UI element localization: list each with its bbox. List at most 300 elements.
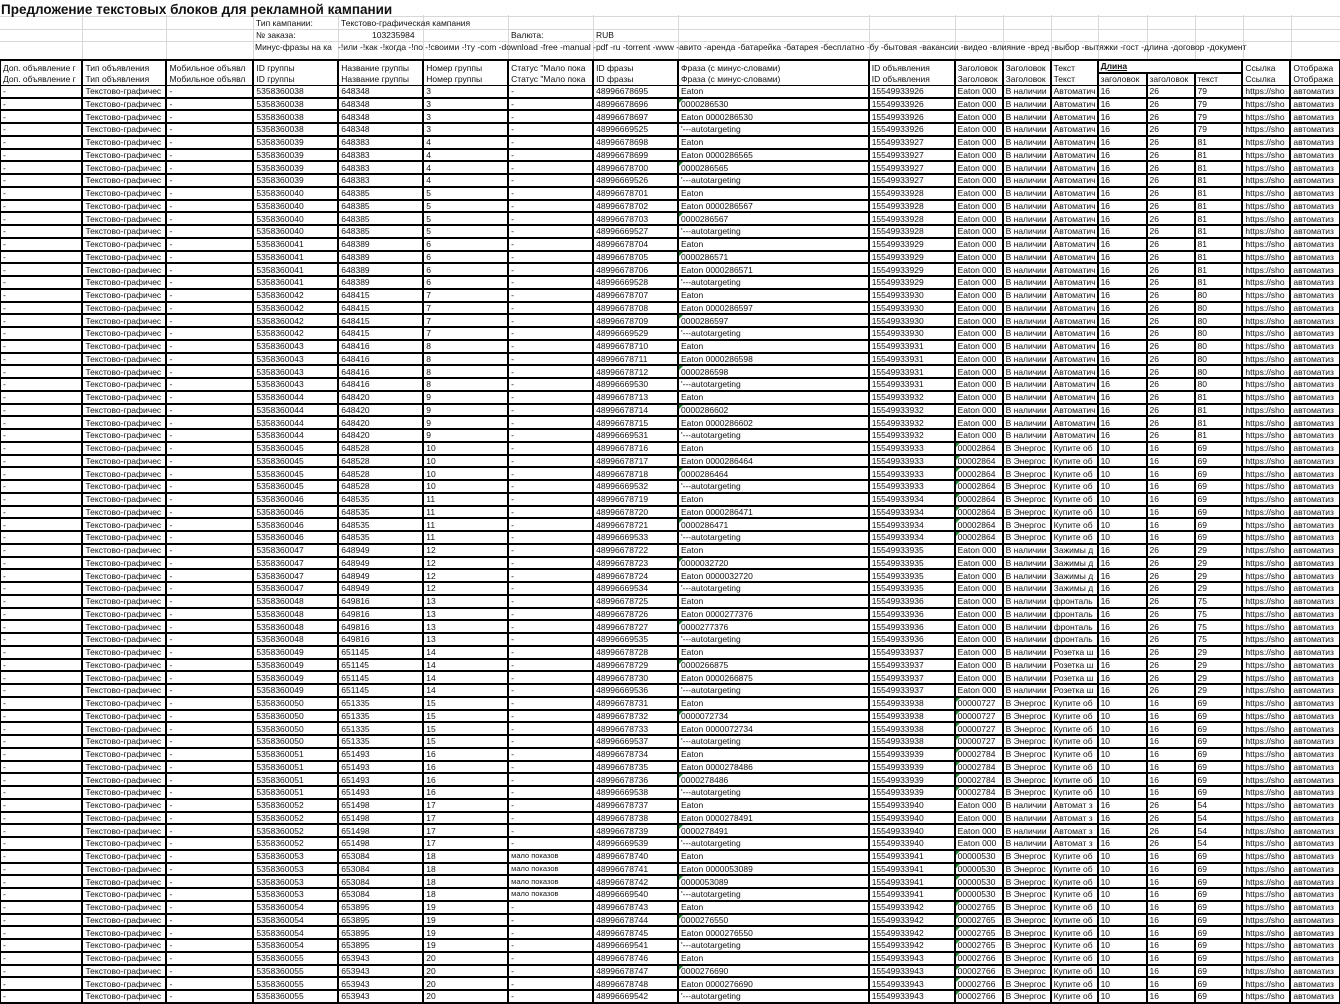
group-number-cell[interactable]: 11 <box>423 531 508 544</box>
group-name-cell[interactable]: 648385 <box>338 187 423 200</box>
low-impressions-status-cell[interactable]: - <box>508 582 593 595</box>
ad-id-cell[interactable]: 15549933934 <box>869 518 955 531</box>
display-link-cell[interactable]: автоматиз <box>1290 620 1339 633</box>
ad-id-cell[interactable]: 15549933934 <box>869 531 955 544</box>
mobile-ad-cell[interactable]: - <box>166 684 253 697</box>
phrase-id-cell[interactable]: 48996669542 <box>593 990 678 1003</box>
extra-ad-cell[interactable]: - <box>1 212 83 225</box>
group-id-cell[interactable]: 5358360055 <box>253 977 338 990</box>
phrase-cell[interactable]: Eaton <box>678 136 869 149</box>
phrase-id-cell[interactable]: 48996669530 <box>593 378 678 391</box>
headline2-cell[interactable]: В Энергос <box>1003 455 1051 468</box>
low-impressions-status-cell[interactable]: - <box>508 123 593 136</box>
ad-type-cell[interactable]: Текстово-графичес <box>82 620 166 633</box>
mobile-ad-cell[interactable]: - <box>166 939 253 952</box>
ad-id-cell[interactable]: 15549933939 <box>869 773 955 786</box>
link-cell[interactable]: https://sho <box>1242 761 1290 774</box>
headline2-length-cell[interactable]: 26 <box>1147 365 1195 378</box>
text-cell[interactable]: Автомат з <box>1051 799 1098 812</box>
text-length-cell[interactable]: 69 <box>1195 926 1243 939</box>
mobile-ad-cell[interactable]: - <box>166 187 253 200</box>
group-name-cell[interactable]: 648420 <box>338 404 423 417</box>
group-id-cell[interactable]: 5358360042 <box>253 314 338 327</box>
low-impressions-status-cell[interactable]: - <box>508 557 593 570</box>
ad-type-cell[interactable]: Текстово-графичес <box>82 340 166 353</box>
ad-type-cell[interactable]: Текстово-графичес <box>82 582 166 595</box>
ad-type-cell[interactable]: Текстово-графичес <box>82 633 166 646</box>
phrase-cell[interactable]: Eaton <box>678 799 869 812</box>
group-name-cell[interactable]: 651335 <box>338 735 423 748</box>
headline2-length-cell[interactable]: 16 <box>1147 926 1195 939</box>
text-cell[interactable]: Автоматич <box>1051 378 1098 391</box>
ad-id-cell[interactable]: 15549933937 <box>869 646 955 659</box>
group-id-cell[interactable]: 5358360050 <box>253 722 338 735</box>
phrase-id-cell[interactable]: 48996678715 <box>593 416 678 429</box>
text-cell[interactable]: Розетка ш <box>1051 684 1098 697</box>
phrase-cell[interactable]: Eaton 0000277376 <box>678 608 869 621</box>
ad-id-cell[interactable]: 15549933936 <box>869 620 955 633</box>
text-cell[interactable]: Автоматич <box>1051 161 1098 174</box>
phrase-cell[interactable]: Eaton 0000286598 <box>678 353 869 366</box>
text-length-cell[interactable]: 81 <box>1195 263 1243 276</box>
group-number-cell[interactable]: 16 <box>423 773 508 786</box>
low-impressions-status-cell[interactable]: - <box>508 735 593 748</box>
group-name-cell[interactable]: 649816 <box>338 633 423 646</box>
extra-ad-cell[interactable]: - <box>1 773 83 786</box>
group-id-cell[interactable]: 5358360053 <box>253 875 338 888</box>
headline1-length-cell[interactable]: 16 <box>1098 276 1147 289</box>
phrase-cell[interactable]: 0000286571 <box>678 251 869 264</box>
text-cell[interactable]: Купите об <box>1051 735 1098 748</box>
display-link-cell[interactable]: автоматиз <box>1290 812 1339 825</box>
order-value[interactable]: 103235984 <box>372 30 415 40</box>
text-cell[interactable]: Купите об <box>1051 531 1098 544</box>
group-number-cell[interactable]: 20 <box>423 977 508 990</box>
extra-ad-cell[interactable]: - <box>1 136 83 149</box>
col-header[interactable]: ID группы <box>253 73 338 85</box>
headline1-length-cell[interactable]: 16 <box>1098 837 1147 850</box>
group-name-cell[interactable]: 648535 <box>338 518 423 531</box>
headline1-cell[interactable]: 00002864 <box>955 518 1003 531</box>
ad-id-cell[interactable]: 15549933936 <box>869 608 955 621</box>
link-cell[interactable]: https://sho <box>1242 110 1290 123</box>
phrase-cell[interactable]: '---autotargeting <box>678 990 869 1003</box>
group-id-cell[interactable]: 5358360042 <box>253 289 338 302</box>
low-impressions-status-cell[interactable]: - <box>508 620 593 633</box>
text-cell[interactable]: Автоматич <box>1051 340 1098 353</box>
group-number-cell[interactable]: 10 <box>423 455 508 468</box>
ad-id-cell[interactable]: 15549933937 <box>869 684 955 697</box>
link-cell[interactable]: https://sho <box>1242 174 1290 187</box>
col-header[interactable]: Ссылка <box>1242 73 1290 85</box>
display-link-cell[interactable]: автоматиз <box>1290 353 1339 366</box>
mobile-ad-cell[interactable]: - <box>166 620 253 633</box>
text-cell[interactable]: Автоматич <box>1051 314 1098 327</box>
group-id-cell[interactable]: 5358360042 <box>253 302 338 315</box>
text-cell[interactable]: Автоматич <box>1051 98 1098 111</box>
ad-id-cell[interactable]: 15549933932 <box>869 429 955 442</box>
ad-id-cell[interactable]: 15549933938 <box>869 735 955 748</box>
low-impressions-status-cell[interactable]: - <box>508 225 593 238</box>
phrase-id-cell[interactable]: 48996678701 <box>593 187 678 200</box>
ad-type-cell[interactable]: Текстово-графичес <box>82 761 166 774</box>
group-id-cell[interactable]: 5358360049 <box>253 646 338 659</box>
headline2-length-cell[interactable]: 26 <box>1147 161 1195 174</box>
group-id-cell[interactable]: 5358360041 <box>253 238 338 251</box>
link-cell[interactable]: https://sho <box>1242 416 1290 429</box>
text-length-cell[interactable]: 80 <box>1195 302 1243 315</box>
headline2-cell[interactable]: В Энергос <box>1003 977 1051 990</box>
phrase-cell[interactable]: 0000278486 <box>678 773 869 786</box>
text-length-cell[interactable]: 81 <box>1195 212 1243 225</box>
headline1-length-cell[interactable]: 16 <box>1098 98 1147 111</box>
low-impressions-status-cell[interactable]: - <box>508 595 593 608</box>
low-impressions-status-cell[interactable]: - <box>508 174 593 187</box>
headline1-length-cell[interactable]: 16 <box>1098 263 1147 276</box>
text-cell[interactable]: Автоматич <box>1051 200 1098 213</box>
headline1-length-cell[interactable]: 10 <box>1098 467 1147 480</box>
headline2-length-cell[interactable]: 16 <box>1147 455 1195 468</box>
link-cell[interactable]: https://sho <box>1242 799 1290 812</box>
ad-type-cell[interactable]: Текстово-графичес <box>82 888 166 901</box>
mobile-ad-cell[interactable]: - <box>166 238 253 251</box>
headline1-length-cell[interactable]: 10 <box>1098 506 1147 519</box>
display-link-cell[interactable]: автоматиз <box>1290 671 1339 684</box>
low-impressions-status-cell[interactable]: - <box>508 646 593 659</box>
text-cell[interactable]: Купите об <box>1051 914 1098 927</box>
mobile-ad-cell[interactable]: - <box>166 161 253 174</box>
headline1-cell[interactable]: Eaton 000 <box>955 263 1003 276</box>
low-impressions-status-cell[interactable]: - <box>508 812 593 825</box>
headline2-cell[interactable]: В наличии <box>1003 429 1051 442</box>
mobile-ad-cell[interactable]: - <box>166 251 253 264</box>
group-name-cell[interactable]: 648389 <box>338 251 423 264</box>
headline2-cell[interactable]: В наличии <box>1003 416 1051 429</box>
group-number-cell[interactable]: 13 <box>423 620 508 633</box>
text-cell[interactable]: Автоматич <box>1051 263 1098 276</box>
headline2-length-cell[interactable]: 26 <box>1147 824 1195 837</box>
group-id-cell[interactable]: 5358360039 <box>253 149 338 162</box>
extra-ad-cell[interactable]: - <box>1 378 83 391</box>
phrase-cell[interactable]: Eaton 0000286602 <box>678 416 869 429</box>
extra-ad-cell[interactable]: - <box>1 926 83 939</box>
mobile-ad-cell[interactable]: - <box>166 569 253 582</box>
extra-ad-cell[interactable]: - <box>1 990 83 1003</box>
group-id-cell[interactable]: 5358360038 <box>253 110 338 123</box>
extra-ad-cell[interactable]: - <box>1 225 83 238</box>
display-link-cell[interactable]: автоматиз <box>1290 646 1339 659</box>
group-number-cell[interactable]: 8 <box>423 353 508 366</box>
display-link-cell[interactable]: автоматиз <box>1290 786 1339 799</box>
ad-type-cell[interactable]: Текстово-графичес <box>82 302 166 315</box>
text-length-cell[interactable]: 81 <box>1195 429 1243 442</box>
group-name-cell[interactable]: 648383 <box>338 161 423 174</box>
phrase-cell[interactable]: Eaton 0000278486 <box>678 761 869 774</box>
extra-ad-cell[interactable]: - <box>1 735 83 748</box>
low-impressions-status-cell[interactable]: - <box>508 824 593 837</box>
ad-id-cell[interactable]: 15549933931 <box>869 340 955 353</box>
link-cell[interactable]: https://sho <box>1242 493 1290 506</box>
extra-ad-cell[interactable]: - <box>1 633 83 646</box>
extra-ad-cell[interactable]: - <box>1 251 83 264</box>
group-id-cell[interactable]: 5358360051 <box>253 748 338 761</box>
link-cell[interactable]: https://sho <box>1242 136 1290 149</box>
display-link-cell[interactable]: автоматиз <box>1290 200 1339 213</box>
group-number-cell[interactable]: 6 <box>423 251 508 264</box>
group-number-cell[interactable]: 20 <box>423 952 508 965</box>
col-header[interactable]: Номер группы <box>423 73 508 85</box>
text-cell[interactable]: Автоматич <box>1051 429 1098 442</box>
mobile-ad-cell[interactable]: - <box>166 633 253 646</box>
ad-id-cell[interactable]: 15549933926 <box>869 85 955 97</box>
headline1-length-cell[interactable]: 10 <box>1098 926 1147 939</box>
mobile-ad-cell[interactable]: - <box>166 608 253 621</box>
phrase-cell[interactable]: 0000032720 <box>678 557 869 570</box>
extra-ad-cell[interactable]: - <box>1 748 83 761</box>
text-cell[interactable]: Автоматич <box>1051 391 1098 404</box>
low-impressions-status-cell[interactable]: - <box>508 110 593 123</box>
headline2-cell[interactable]: В наличии <box>1003 123 1051 136</box>
phrase-cell[interactable]: Eaton <box>678 544 869 557</box>
extra-ad-cell[interactable]: - <box>1 620 83 633</box>
headline2-cell[interactable]: В наличии <box>1003 633 1051 646</box>
text-length-cell[interactable]: 54 <box>1195 824 1243 837</box>
text-cell[interactable]: Купите об <box>1051 926 1098 939</box>
group-id-cell[interactable]: 5358360047 <box>253 544 338 557</box>
phrase-cell[interactable]: Eaton 0000278491 <box>678 812 869 825</box>
group-id-cell[interactable]: 5358360050 <box>253 697 338 710</box>
text-length-cell[interactable]: 54 <box>1195 812 1243 825</box>
length-subheader[interactable]: заголовок <box>1098 73 1147 85</box>
extra-ad-cell[interactable]: - <box>1 149 83 162</box>
mobile-ad-cell[interactable]: - <box>166 531 253 544</box>
extra-ad-cell[interactable]: - <box>1 952 83 965</box>
display-link-cell[interactable]: автоматиз <box>1290 289 1339 302</box>
headline1-length-cell[interactable]: 16 <box>1098 429 1147 442</box>
low-impressions-status-cell[interactable]: - <box>508 518 593 531</box>
group-name-cell[interactable]: 648416 <box>338 365 423 378</box>
text-length-cell[interactable]: 69 <box>1195 735 1243 748</box>
display-link-cell[interactable]: автоматиз <box>1290 914 1339 927</box>
headline1-cell[interactable]: Eaton 000 <box>955 161 1003 174</box>
ad-id-cell[interactable]: 15549933940 <box>869 799 955 812</box>
text-cell[interactable]: Автоматич <box>1051 365 1098 378</box>
group-number-cell[interactable]: 3 <box>423 110 508 123</box>
link-cell[interactable]: https://sho <box>1242 684 1290 697</box>
ad-type-cell[interactable]: Текстово-графичес <box>82 863 166 876</box>
mobile-ad-cell[interactable]: - <box>166 340 253 353</box>
headline2-cell[interactable]: В Энергос <box>1003 786 1051 799</box>
phrase-cell[interactable]: 0000276690 <box>678 965 869 978</box>
group-id-cell[interactable]: 5358360045 <box>253 467 338 480</box>
low-impressions-status-cell[interactable]: - <box>508 952 593 965</box>
low-impressions-status-cell[interactable]: - <box>508 149 593 162</box>
col-header[interactable]: Доп. объявление г <box>1 60 83 73</box>
link-cell[interactable]: https://sho <box>1242 429 1290 442</box>
headline1-length-cell[interactable]: 16 <box>1098 174 1147 187</box>
col-header[interactable]: Мобильное объявл <box>166 60 253 73</box>
mobile-ad-cell[interactable]: - <box>166 722 253 735</box>
link-cell[interactable]: https://sho <box>1242 506 1290 519</box>
group-number-cell[interactable]: 4 <box>423 161 508 174</box>
mobile-ad-cell[interactable]: - <box>166 863 253 876</box>
headline1-cell[interactable]: Eaton 000 <box>955 225 1003 238</box>
headline1-cell[interactable]: 00002765 <box>955 914 1003 927</box>
group-number-cell[interactable]: 10 <box>423 467 508 480</box>
headline2-cell[interactable]: В Энергос <box>1003 773 1051 786</box>
text-length-cell[interactable]: 69 <box>1195 455 1243 468</box>
ad-id-cell[interactable]: 15549933935 <box>869 569 955 582</box>
group-name-cell[interactable]: 648385 <box>338 212 423 225</box>
headline1-length-cell[interactable]: 16 <box>1098 314 1147 327</box>
col-header[interactable]: Заголовок <box>1003 73 1051 85</box>
phrase-cell[interactable]: '---autotargeting <box>678 735 869 748</box>
group-id-cell[interactable]: 5358360038 <box>253 85 338 97</box>
phrase-cell[interactable]: '---autotargeting <box>678 888 869 901</box>
low-impressions-status-cell[interactable]: - <box>508 531 593 544</box>
group-id-cell[interactable]: 5358360041 <box>253 251 338 264</box>
headline2-cell[interactable]: В наличии <box>1003 569 1051 582</box>
display-link-cell[interactable]: автоматиз <box>1290 799 1339 812</box>
phrase-cell[interactable]: Eaton 0000053089 <box>678 863 869 876</box>
phrase-id-cell[interactable]: 48996669526 <box>593 174 678 187</box>
group-number-cell[interactable]: 9 <box>423 391 508 404</box>
text-cell[interactable]: Купите об <box>1051 455 1098 468</box>
low-impressions-status-cell[interactable]: мало показов <box>508 875 593 888</box>
extra-ad-cell[interactable]: - <box>1 98 83 111</box>
ad-type-cell[interactable]: Текстово-графичес <box>82 161 166 174</box>
headline2-length-cell[interactable]: 26 <box>1147 378 1195 391</box>
group-name-cell[interactable]: 649816 <box>338 608 423 621</box>
group-name-cell[interactable]: 653943 <box>338 977 423 990</box>
headline1-cell[interactable]: 00002864 <box>955 493 1003 506</box>
group-number-cell[interactable]: 14 <box>423 684 508 697</box>
headline2-length-cell[interactable]: 16 <box>1147 939 1195 952</box>
phrase-cell[interactable]: Eaton <box>678 391 869 404</box>
phrase-id-cell[interactable]: 48996678743 <box>593 901 678 914</box>
headline2-length-cell[interactable]: 26 <box>1147 149 1195 162</box>
group-name-cell[interactable]: 648416 <box>338 378 423 391</box>
phrase-cell[interactable]: 0000278491 <box>678 824 869 837</box>
headline2-length-cell[interactable]: 26 <box>1147 429 1195 442</box>
headline1-cell[interactable]: 00002864 <box>955 467 1003 480</box>
headline2-length-cell[interactable]: 16 <box>1147 506 1195 519</box>
link-cell[interactable]: https://sho <box>1242 850 1290 863</box>
col-header[interactable]: Отобража <box>1290 60 1339 73</box>
group-name-cell[interactable]: 648420 <box>338 429 423 442</box>
headline1-cell[interactable]: Eaton 000 <box>955 98 1003 111</box>
ad-id-cell[interactable]: 15549933927 <box>869 161 955 174</box>
link-cell[interactable]: https://sho <box>1242 620 1290 633</box>
phrase-id-cell[interactable]: 48996678739 <box>593 824 678 837</box>
headline2-length-cell[interactable]: 16 <box>1147 875 1195 888</box>
headline2-cell[interactable]: В наличии <box>1003 136 1051 149</box>
text-cell[interactable]: Автоматич <box>1051 276 1098 289</box>
low-impressions-status-cell[interactable]: - <box>508 340 593 353</box>
headline2-length-cell[interactable]: 26 <box>1147 595 1195 608</box>
headline1-cell[interactable]: 00000530 <box>955 850 1003 863</box>
low-impressions-status-cell[interactable]: - <box>508 276 593 289</box>
group-name-cell[interactable]: 651498 <box>338 799 423 812</box>
group-name-cell[interactable]: 653084 <box>338 888 423 901</box>
extra-ad-cell[interactable]: - <box>1 314 83 327</box>
headline2-cell[interactable]: В наличии <box>1003 404 1051 417</box>
link-cell[interactable]: https://sho <box>1242 710 1290 723</box>
headline2-cell[interactable]: В наличии <box>1003 225 1051 238</box>
low-impressions-status-cell[interactable]: - <box>508 659 593 672</box>
phrase-id-cell[interactable]: 48996678744 <box>593 914 678 927</box>
headline1-cell[interactable]: Eaton 000 <box>955 659 1003 672</box>
group-id-cell[interactable]: 5358360053 <box>253 850 338 863</box>
headline1-length-cell[interactable]: 10 <box>1098 888 1147 901</box>
headline1-length-cell[interactable]: 16 <box>1098 365 1147 378</box>
group-name-cell[interactable]: 648383 <box>338 149 423 162</box>
ad-type-cell[interactable]: Текстово-графичес <box>82 136 166 149</box>
link-cell[interactable]: https://sho <box>1242 455 1290 468</box>
ad-type-cell[interactable]: Текстово-графичес <box>82 557 166 570</box>
headline2-length-cell[interactable]: 16 <box>1147 863 1195 876</box>
ad-id-cell[interactable]: 15549933932 <box>869 391 955 404</box>
ad-id-cell[interactable]: 15549933934 <box>869 493 955 506</box>
headline2-cell[interactable]: В Энергос <box>1003 990 1051 1003</box>
mobile-ad-cell[interactable]: - <box>166 467 253 480</box>
group-id-cell[interactable]: 5358360040 <box>253 225 338 238</box>
group-name-cell[interactable]: 648949 <box>338 557 423 570</box>
group-name-cell[interactable]: 648348 <box>338 123 423 136</box>
display-link-cell[interactable]: автоматиз <box>1290 467 1339 480</box>
text-length-cell[interactable]: 69 <box>1195 773 1243 786</box>
group-name-cell[interactable]: 648528 <box>338 455 423 468</box>
low-impressions-status-cell[interactable]: - <box>508 404 593 417</box>
link-cell[interactable]: https://sho <box>1242 404 1290 417</box>
col-header[interactable]: Заголовок <box>1003 60 1051 73</box>
headline2-cell[interactable]: В Энергос <box>1003 914 1051 927</box>
headline1-cell[interactable]: Eaton 000 <box>955 633 1003 646</box>
col-header[interactable]: Текст <box>1051 60 1098 73</box>
group-id-cell[interactable]: 5358360055 <box>253 952 338 965</box>
headline2-cell[interactable]: В наличии <box>1003 149 1051 162</box>
headline1-length-cell[interactable]: 16 <box>1098 671 1147 684</box>
text-length-cell[interactable]: 69 <box>1195 442 1243 455</box>
headline2-length-cell[interactable]: 26 <box>1147 238 1195 251</box>
headline2-length-cell[interactable]: 26 <box>1147 646 1195 659</box>
ad-type-cell[interactable]: Текстово-графичес <box>82 569 166 582</box>
col-header[interactable]: Название группы <box>338 73 423 85</box>
link-cell[interactable]: https://sho <box>1242 161 1290 174</box>
phrase-cell[interactable]: '---autotargeting <box>678 327 869 340</box>
link-cell[interactable]: https://sho <box>1242 225 1290 238</box>
link-cell[interactable]: https://sho <box>1242 837 1290 850</box>
display-link-cell[interactable]: автоматиз <box>1290 875 1339 888</box>
mobile-ad-cell[interactable]: - <box>166 480 253 493</box>
headline1-cell[interactable]: 00002766 <box>955 990 1003 1003</box>
group-name-cell[interactable]: 648420 <box>338 416 423 429</box>
ad-type-cell[interactable]: Текстово-графичес <box>82 263 166 276</box>
headline1-cell[interactable]: Eaton 000 <box>955 391 1003 404</box>
ad-id-cell[interactable]: 15549933935 <box>869 557 955 570</box>
mobile-ad-cell[interactable]: - <box>166 735 253 748</box>
ad-id-cell[interactable]: 15549933941 <box>869 888 955 901</box>
ad-type-cell[interactable]: Текстово-графичес <box>82 327 166 340</box>
group-number-cell[interactable]: 7 <box>423 289 508 302</box>
phrase-id-cell[interactable]: 48996678733 <box>593 722 678 735</box>
ad-id-cell[interactable]: 15549933929 <box>869 263 955 276</box>
headline2-cell[interactable]: В Энергос <box>1003 467 1051 480</box>
mobile-ad-cell[interactable]: - <box>166 875 253 888</box>
headline2-cell[interactable]: В наличии <box>1003 608 1051 621</box>
group-name-cell[interactable]: 653084 <box>338 850 423 863</box>
low-impressions-status-cell[interactable]: - <box>508 442 593 455</box>
